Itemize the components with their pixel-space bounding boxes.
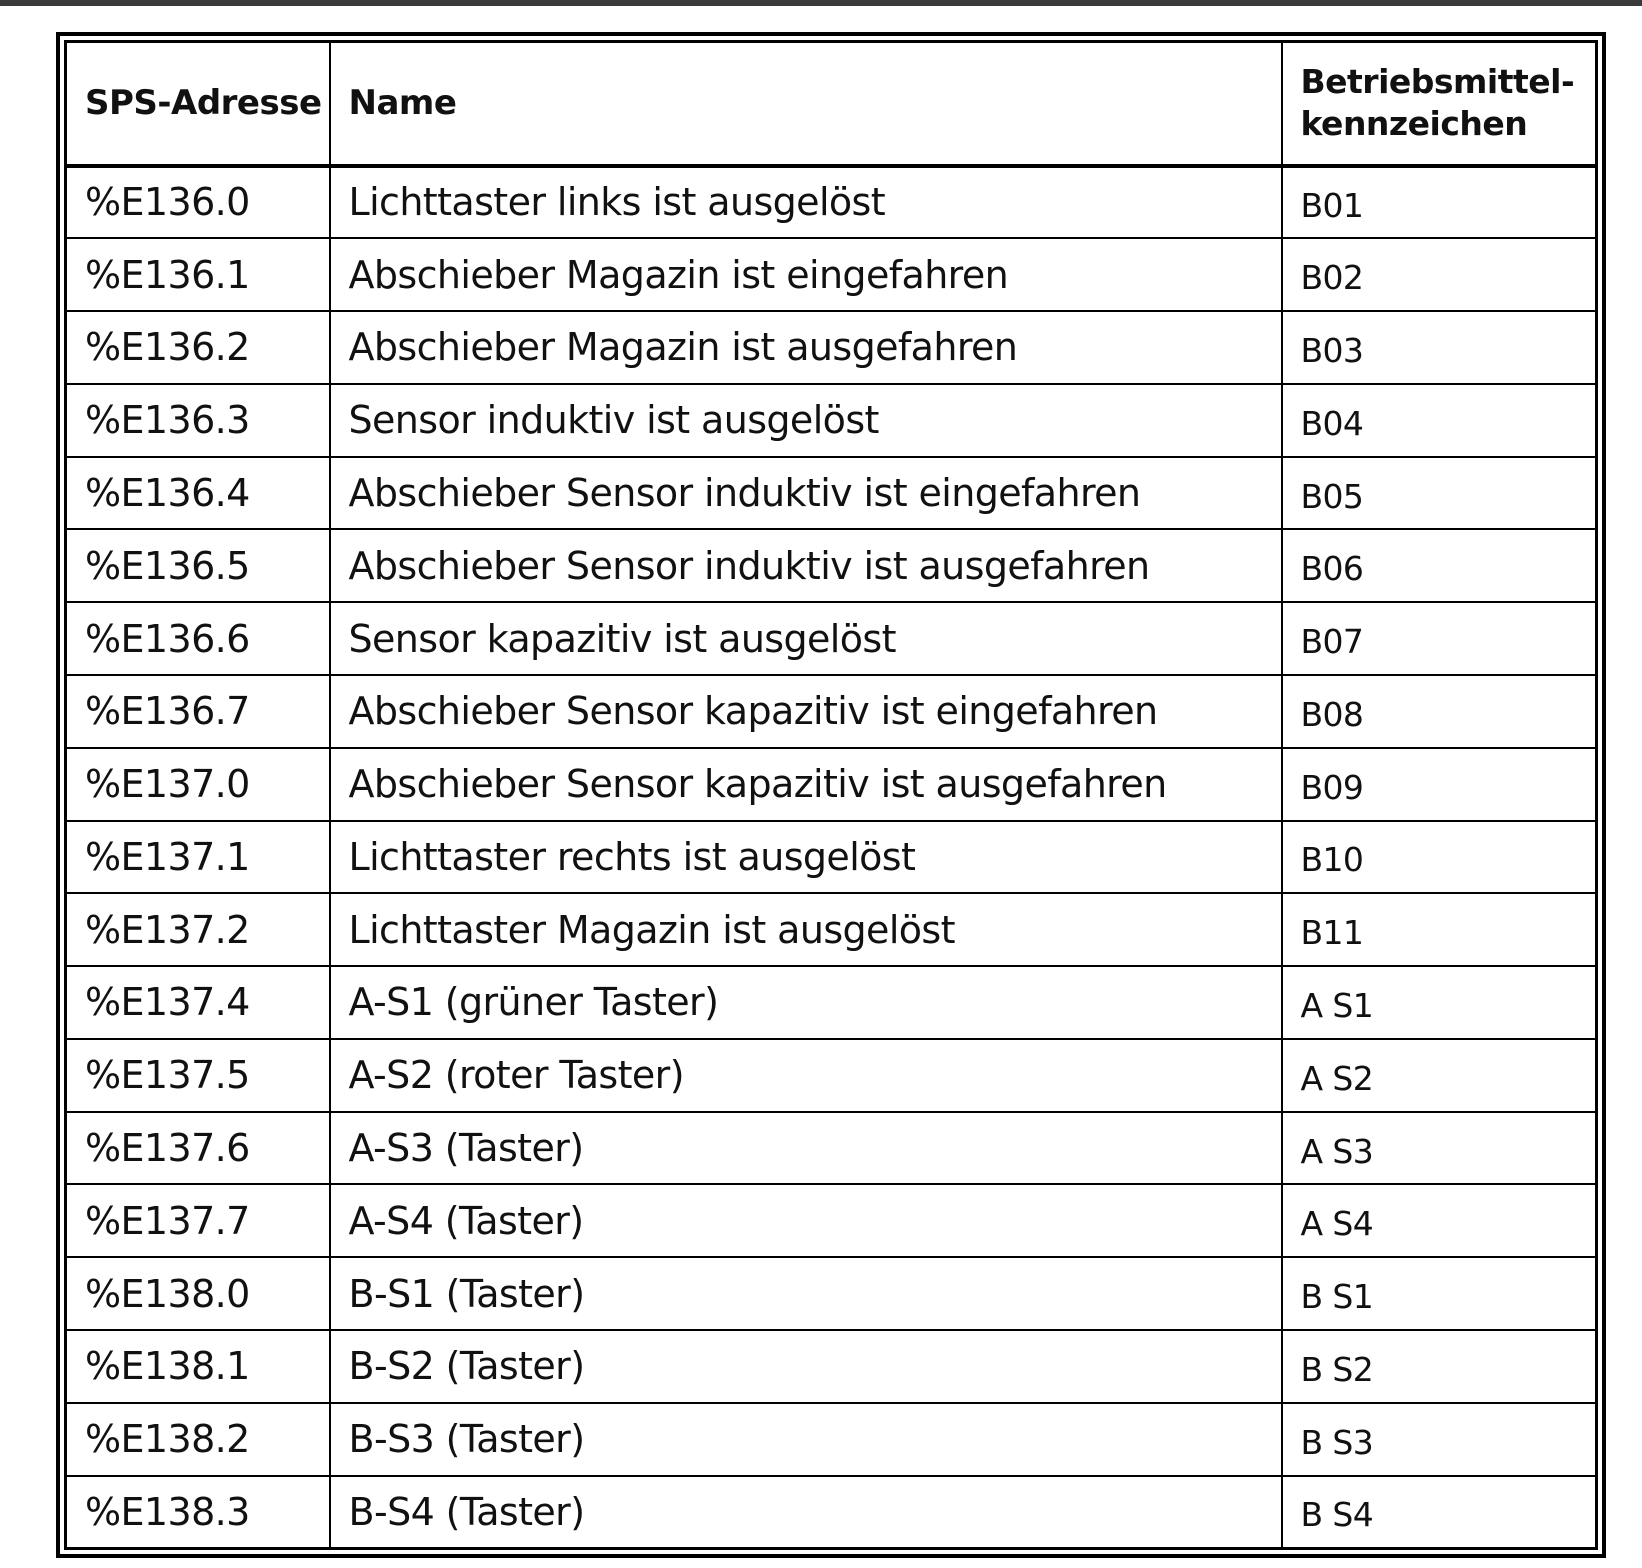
- table-row: [66, 457, 1597, 530]
- header-name: Name: [330, 42, 1282, 166]
- cell-equipment-id: B09: [1282, 748, 1597, 821]
- cell-equipment-id: A S3: [1282, 1112, 1597, 1185]
- cell-equipment-id: B07: [1282, 602, 1597, 675]
- table-row: [66, 1330, 1597, 1403]
- cell-name: Lichttaster Magazin ist ausgelöst: [330, 893, 1282, 966]
- cell-equipment-id: B08: [1282, 675, 1597, 748]
- table-row: [66, 166, 1597, 239]
- cell-name: B-S1 (Taster): [330, 1257, 1282, 1330]
- header-equipment-id: [1282, 42, 1597, 166]
- cell-name: B-S4 (Taster): [330, 1476, 1282, 1549]
- cell-address: %E136.7: [66, 675, 330, 748]
- cell-name: Lichttaster links ist ausgelöst: [330, 166, 1282, 239]
- cell-address: %E136.5: [66, 529, 330, 602]
- table-row: [66, 1112, 1597, 1185]
- cell-equipment-id: B S1: [1282, 1257, 1597, 1330]
- table-row: [66, 748, 1597, 821]
- table-row: [66, 893, 1597, 966]
- cell-equipment-id: B S4: [1282, 1476, 1597, 1549]
- cell-equipment-id: B06: [1282, 529, 1597, 602]
- cell-address: %E136.4: [66, 457, 330, 530]
- cell-address: %E137.1: [66, 821, 330, 894]
- cell-address: %E137.4: [66, 966, 330, 1039]
- table-body: [66, 166, 1597, 1549]
- cell-equipment-id: B03: [1282, 311, 1597, 384]
- table-row: [66, 602, 1597, 675]
- cell-equipment-id: B10: [1282, 821, 1597, 894]
- cell-name: Abschieber Sensor kapazitiv ist eingefahren: [330, 675, 1282, 748]
- cell-name: Abschieber Sensor kapazitiv ist ausgefahren: [330, 748, 1282, 821]
- cell-address: %E136.3: [66, 384, 330, 457]
- cell-equipment-id: B11: [1282, 893, 1597, 966]
- cell-equipment-id: A S2: [1282, 1039, 1597, 1112]
- cell-name: A-S3 (Taster): [330, 1112, 1282, 1185]
- table-frame: [56, 32, 1606, 1558]
- cell-name: A-S4 (Taster): [330, 1184, 1282, 1257]
- cell-address: %E136.0: [66, 166, 330, 239]
- table-row: [66, 1403, 1597, 1476]
- header-row: [66, 42, 1597, 166]
- cell-address: %E137.5: [66, 1039, 330, 1112]
- table-row: [66, 238, 1597, 311]
- cell-name: Abschieber Sensor induktiv ist eingefahren: [330, 457, 1282, 530]
- cell-equipment-id: B01: [1282, 166, 1597, 239]
- header-equipment-line1: Betriebsmittel-: [1300, 62, 1575, 102]
- cell-equipment-id: A S1: [1282, 966, 1597, 1039]
- cell-address: %E136.6: [66, 602, 330, 675]
- cell-address: %E138.1: [66, 1330, 330, 1403]
- table-row: [66, 966, 1597, 1039]
- cell-name: Lichttaster rechts ist ausgelöst: [330, 821, 1282, 894]
- cell-address: %E137.6: [66, 1112, 330, 1185]
- cell-equipment-id: B S2: [1282, 1330, 1597, 1403]
- cell-address: %E138.3: [66, 1476, 330, 1549]
- cell-name: Abschieber Magazin ist ausgefahren: [330, 311, 1282, 384]
- cell-address: %E136.1: [66, 238, 330, 311]
- cell-address: %E137.7: [66, 1184, 330, 1257]
- table-row: [66, 675, 1597, 748]
- cell-name: B-S3 (Taster): [330, 1403, 1282, 1476]
- table-row: [66, 1476, 1597, 1549]
- cell-name: Sensor induktiv ist ausgelöst: [330, 384, 1282, 457]
- table-row: [66, 529, 1597, 602]
- cell-address: %E136.2: [66, 311, 330, 384]
- table-row: [66, 311, 1597, 384]
- cell-address: %E137.2: [66, 893, 330, 966]
- cell-name: Sensor kapazitiv ist ausgelöst: [330, 602, 1282, 675]
- table-row: [66, 821, 1597, 894]
- cell-equipment-id: B02: [1282, 238, 1597, 311]
- cell-address: %E137.0: [66, 748, 330, 821]
- cell-name: B-S2 (Taster): [330, 1330, 1282, 1403]
- header-address: SPS-Adresse: [66, 42, 330, 166]
- table-row: [66, 1039, 1597, 1112]
- cell-equipment-id: A S4: [1282, 1184, 1597, 1257]
- top-border-bar: [0, 0, 1642, 6]
- cell-name: Abschieber Magazin ist eingefahren: [330, 238, 1282, 311]
- cell-name: A-S2 (roter Taster): [330, 1039, 1282, 1112]
- table-row: [66, 1184, 1597, 1257]
- cell-equipment-id: B S3: [1282, 1403, 1597, 1476]
- table-row: [66, 1257, 1597, 1330]
- table-row: [66, 384, 1597, 457]
- cell-address: %E138.2: [66, 1403, 330, 1476]
- io-assignment-table: [64, 40, 1598, 1550]
- cell-address: %E138.0: [66, 1257, 330, 1330]
- cell-equipment-id: B04: [1282, 384, 1597, 457]
- cell-name: Abschieber Sensor induktiv ist ausgefahren: [330, 529, 1282, 602]
- header-equipment-line2: kennzeichen: [1300, 104, 1528, 144]
- cell-name: A-S1 (grüner Taster): [330, 966, 1282, 1039]
- cell-equipment-id: B05: [1282, 457, 1597, 530]
